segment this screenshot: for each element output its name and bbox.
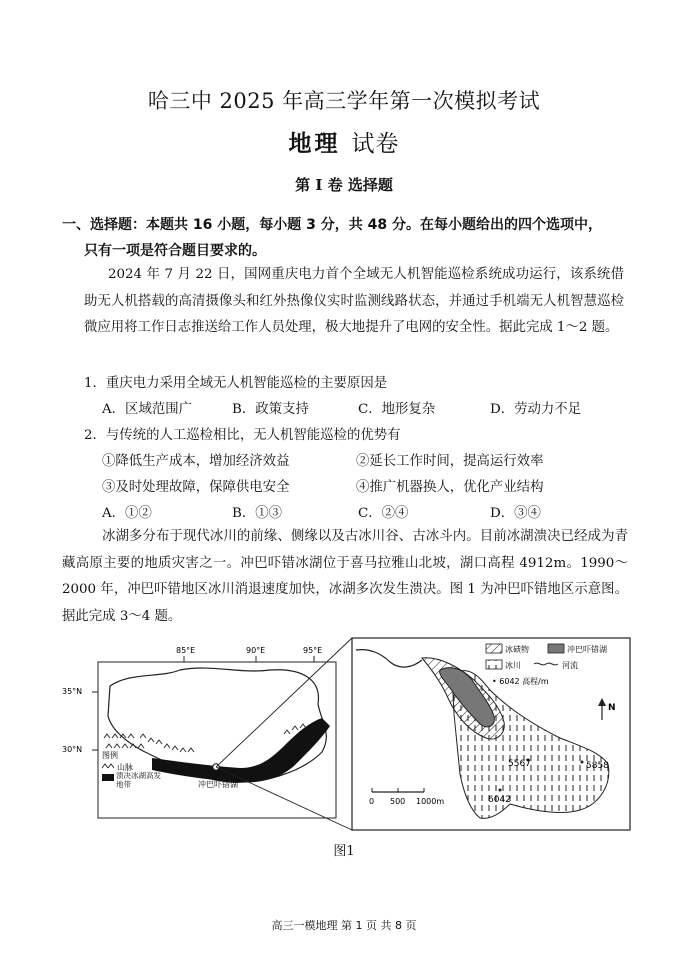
legend-glacier-symbol bbox=[486, 660, 502, 669]
exam-title: 哈三中 2025 年高三学年第一次模拟考试 bbox=[147, 89, 541, 113]
legend-mountain-label: 山脉 bbox=[117, 763, 133, 772]
figure-caption: 图1 bbox=[333, 844, 355, 859]
left-map-lake-label: 冲巴吓错湖 bbox=[198, 780, 238, 789]
passage-1: 2024 年 7 月 22 日，国网重庆电力首个全域无人机智能巡检系统成功运行，该系统借助无人机搭载的高清摄像头和红外热像仪实时监测线路状态，并通过手机端无人机智慧巡检微应用将工作日志推送给工作人员处理，极大地提升了电网的安全性。据此完成 1～2 题。 bbox=[84, 267, 624, 335]
question-2-stem: 2．与传统的人工巡检相比，无人机智能巡检的优势有 bbox=[84, 428, 401, 443]
lon-label-90: 90°E bbox=[246, 646, 266, 655]
legend-zone-label: 溃决冰湖高发地带 bbox=[116, 771, 161, 789]
lon-label-95: 95°E bbox=[303, 646, 323, 655]
instructions-line-2: 只有一项是符合题目要求的。 bbox=[84, 243, 266, 259]
legend-glacier-label: 冰川 bbox=[505, 661, 521, 670]
legend-title: 图例 bbox=[102, 751, 118, 760]
scale-label-500: 500 bbox=[390, 797, 406, 806]
question-1-stem: 1．重庆电力采用全域无人机智能巡检的主要原因是 bbox=[84, 376, 388, 391]
legend-moraine-label: 冰碛物 bbox=[505, 645, 529, 654]
question-1-option-a: A．区域范围广 bbox=[102, 402, 193, 417]
passage-2: 冰湖多分布于现代冰川的前缘、侧缘以及古冰川谷、古冰斗内。目前冰湖溃决已经成为青藏高原主要的地质灾害之一。冲巴吓错冰湖位于喜马拉雅山北坡，湖口高程 4912m。1990～2000 年，冲巴吓错地区冰川消退速度加快，冰湖多次发生溃决。图 1 为冲巴吓错地区示意图。据此完成 3～4 题。 bbox=[62, 529, 628, 624]
page-footer: 高三一模地理 第 1 页 共 8 页 bbox=[271, 919, 417, 932]
elevation-5858: 5858 bbox=[586, 761, 609, 771]
question-2-item-4: ④推广机器换人，优化产业结构 bbox=[356, 480, 544, 495]
scale-label-1000: 1000m bbox=[416, 797, 445, 806]
lon-label-85: 85°E bbox=[176, 646, 196, 655]
lat-label-35: 35°N bbox=[62, 687, 83, 696]
legend-moraine-symbol bbox=[486, 644, 502, 653]
section-heading: 第 I 卷 选择题 bbox=[295, 176, 393, 194]
instructions-line-1: 一、选择题：本题共 16 小题，每小题 3 分，共 48 分。在每小题给出的四个选项中， bbox=[62, 217, 602, 233]
question-1-option-b: B．政策支持 bbox=[232, 402, 309, 417]
question-2-option-c: C．②④ bbox=[358, 506, 409, 521]
question-2-item-1: ①降低生产成本，增加经济效益 bbox=[102, 454, 290, 469]
question-1-option-c: C．地形复杂 bbox=[358, 402, 436, 417]
legend-zone-symbol bbox=[102, 774, 114, 781]
figure-1 bbox=[60, 634, 632, 834]
question-1-option-d: D．劳动力不足 bbox=[490, 402, 582, 417]
lat-label-30: 30°N bbox=[62, 745, 83, 754]
question-2-item-3: ③及时处理故障，保障供电安全 bbox=[102, 480, 290, 495]
elevation-6042: 6042 bbox=[488, 795, 511, 805]
question-2-option-b: B．①③ bbox=[232, 506, 283, 521]
north-label: N bbox=[608, 703, 616, 713]
scale-label-0: 0 bbox=[369, 797, 375, 806]
legend-river-label: 河流 bbox=[562, 661, 578, 670]
subject-name: 地理 bbox=[288, 130, 341, 157]
legend-lake-label: 冲巴吓错湖 bbox=[567, 645, 607, 654]
subject-heading bbox=[0, 125, 688, 158]
question-2-option-a: A．①② bbox=[102, 506, 152, 521]
elevation-5567: 5567 bbox=[508, 759, 531, 769]
legend-elevation-label: • 6042 高程/m bbox=[492, 677, 549, 686]
question-2-option-d: D．③④ bbox=[490, 506, 541, 521]
question-2-item-2: ②延长工作时间，提高运行效率 bbox=[356, 454, 544, 469]
legend-lake-symbol bbox=[548, 644, 564, 653]
paper-kind: 试卷 bbox=[351, 131, 400, 157]
